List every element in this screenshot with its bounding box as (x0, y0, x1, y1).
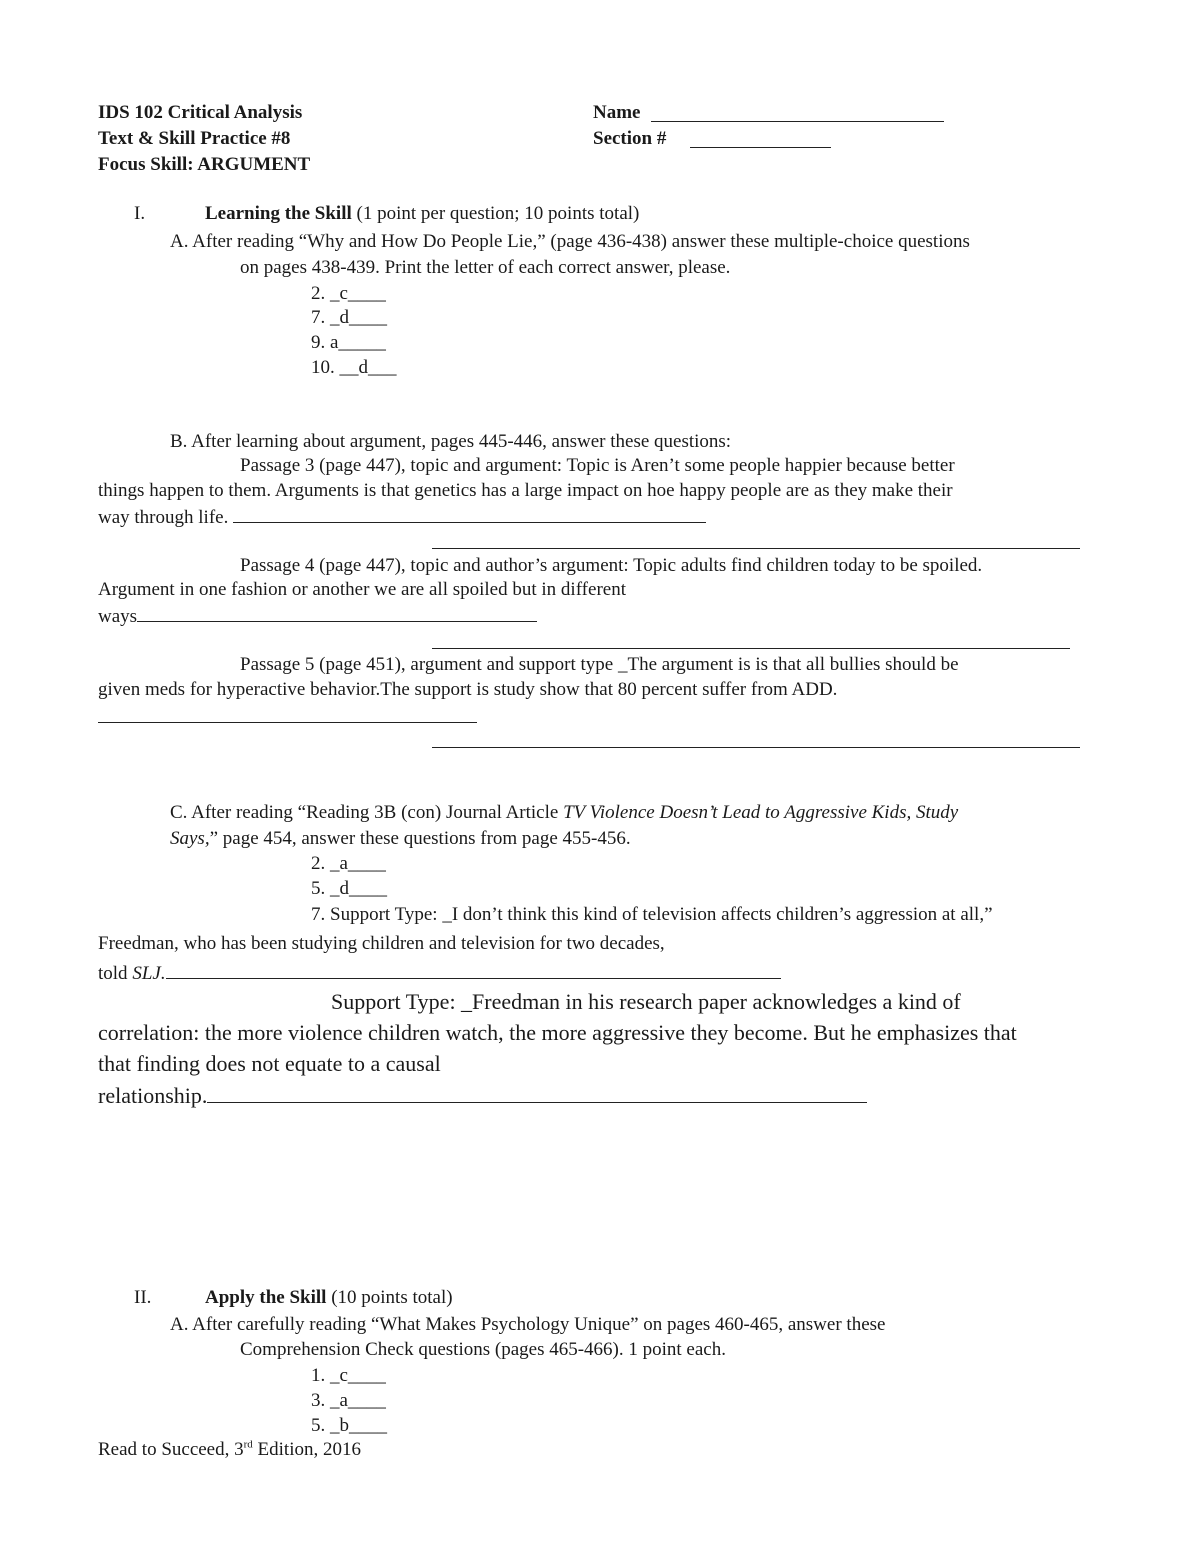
part2-points: (10 points total) (331, 1287, 453, 1308)
part2-a-line2: Comprehension Check questions (pages 465-466). 1 point each. (240, 1339, 726, 1360)
support7-line3-text: told (98, 963, 133, 984)
passage3-answer-blank[interactable] (233, 504, 706, 523)
support-type2-line4 (98, 1080, 867, 1111)
footer-citation (98, 1437, 361, 1462)
answer-c-5: 5. _d____ (311, 878, 387, 899)
name-label: Name (593, 102, 641, 123)
part1-c-line2-text: ” page 454, answer these questions from page 455-456. (209, 828, 631, 849)
footer-text: Read to Succeed, 3 (98, 1439, 244, 1460)
answer-ii-5: 5. _b____ (311, 1415, 387, 1436)
support7-line3 (98, 960, 781, 986)
passage3-line3 (98, 504, 706, 530)
passage4-line1: Passage 4 (page 447), topic and author’s argument: Topic adults find children today to be spoiled. (240, 555, 983, 576)
support7-line1: 7. Support Type: _I don’t think this kind of television affects children’s aggression at all,” (311, 904, 993, 925)
part2-heading (205, 1285, 453, 1310)
part1-title: Learning the Skill (205, 203, 352, 224)
passage4-answer-blank[interactable] (137, 603, 537, 622)
passage5-line1: Passage 5 (page 451), argument and support type _The argument is is that all bullies should be (240, 654, 959, 675)
practice-title: Text & Skill Practice #8 (98, 128, 291, 149)
part1-c-line1-text: C. After reading “Reading 3B (con) Journal Article (170, 802, 564, 823)
support7-line2: Freedman, who has been studying children and television for two decades, (98, 933, 665, 954)
footer-superscript: rd (243, 1438, 253, 1451)
passage4-line2: Argument in one fashion or another we are all spoiled but in different (98, 579, 626, 600)
passage5-blank-1[interactable] (98, 722, 477, 723)
passage4-line3-text: ways (98, 606, 138, 627)
support-type2-line4-text: relationship. (98, 1083, 208, 1108)
answer-a-7: 7. _d____ (311, 307, 387, 328)
part1-a-line2: on pages 438-439. Print the letter of each correct answer, please. (240, 257, 731, 278)
part1-c-line2 (170, 826, 631, 851)
support7-source: SLJ. (132, 963, 166, 984)
part1-numeral: I. (134, 203, 146, 224)
passage3-line1: Passage 3 (page 447), topic and argument: Topic is Aren’t some people happier because better (240, 455, 955, 476)
article-title-end: Says, (170, 828, 210, 849)
answer-a-2: 2. _c____ (311, 283, 386, 304)
passage5-line2: given meds for hyperactive behavior.The support is study show that 80 percent suffer from ADD. (98, 679, 838, 700)
support-type2-line2: correlation: the more violence children watch, the more aggressive they become. But he emphasizes that (98, 1020, 1017, 1045)
part1-a-line1: A. After reading “Why and How Do People Lie,” (page 436-438) answer these multiple-choice questions (170, 231, 970, 252)
support7-answer-blank[interactable] (166, 960, 781, 979)
passage5-blank-2[interactable] (432, 747, 1080, 748)
answer-a-10: 10. __d___ (311, 357, 397, 378)
course-title: IDS 102 Critical Analysis (98, 102, 303, 123)
focus-skill: Focus Skill: ARGUMENT (98, 154, 311, 175)
passage3-line2: things happen to them. Arguments is that genetics has a large impact on hoe happy people are as they make their (98, 480, 953, 501)
section-field[interactable] (690, 147, 831, 148)
part1-points: (1 point per question; 10 points total) (356, 203, 640, 224)
part2-title: Apply the Skill (205, 1287, 327, 1308)
section-label: Section # (593, 128, 667, 149)
part2-a-line1: A. After carefully reading “What Makes Psychology Unique” on pages 460-465, answer these (170, 1314, 886, 1335)
answer-c-2: 2. _a____ (311, 853, 386, 874)
name-field[interactable] (651, 121, 944, 122)
support-type2-answer-blank[interactable] (207, 1082, 867, 1103)
article-title: TV Violence Doesn’t Lead to Aggressive Kids, Study (563, 802, 959, 823)
passage3-line3-text: way through life. (98, 507, 229, 528)
passage3-blank-line[interactable] (432, 548, 1080, 549)
answer-ii-1: 1. _c____ (311, 1365, 386, 1386)
footer-text-end: Edition, 2016 (252, 1439, 361, 1460)
answer-a-9: 9. a_____ (311, 332, 386, 353)
answer-ii-3: 3. _a____ (311, 1390, 386, 1411)
part2-numeral: II. (134, 1287, 152, 1308)
part1-b-intro: B. After learning about argument, pages 445-446, answer these questions: (170, 431, 732, 452)
part1-c-line1 (170, 800, 958, 825)
support-type2-line3: that finding does not equate to a causal (98, 1051, 441, 1076)
part1-heading (205, 201, 639, 226)
passage4-line3 (98, 603, 537, 629)
support-type2-line1: Support Type: _Freedman in his research paper acknowledges a kind of (331, 989, 961, 1014)
passage4-blank-line[interactable] (432, 648, 1070, 649)
